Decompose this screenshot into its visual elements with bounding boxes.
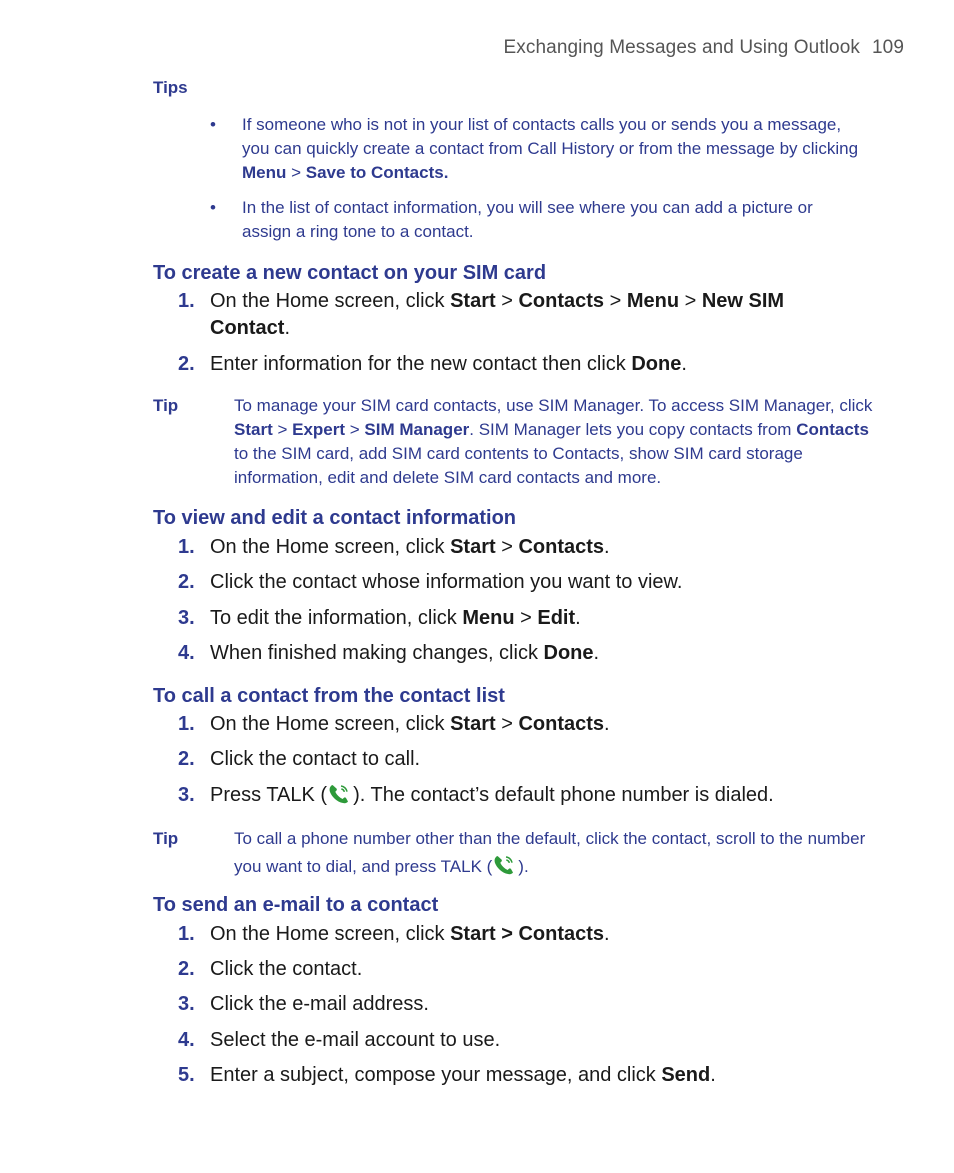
step-number: 2. xyxy=(178,353,195,375)
step-text: Enter information for the new contact then click Done. xyxy=(210,353,687,375)
tips-heading: Tips xyxy=(153,78,188,97)
section-heading-sim: To create a new contact on your SIM card xyxy=(153,262,547,284)
running-header xyxy=(504,37,904,59)
step-text: Click the contact whose information you want to view. xyxy=(210,571,683,593)
bullet-dot: • xyxy=(210,198,216,217)
tip-label: Tip xyxy=(153,829,179,848)
step-text: Select the e-mail account to use. xyxy=(210,1029,501,1051)
step-number: 3. xyxy=(178,993,195,1015)
section-heading-email: To send an e-mail to a contact xyxy=(153,894,439,916)
phone-talk-icon xyxy=(492,854,518,876)
step-text: On the Home screen, click Start > Contacts. xyxy=(210,923,610,945)
step-text: On the Home screen, click Start > Contacts. xyxy=(210,713,610,735)
step-text: To edit the information, click Menu > Edit. xyxy=(210,607,581,629)
step-number: 2. xyxy=(178,958,195,980)
section-heading-view: To view and edit a contact information xyxy=(153,507,516,529)
step-text: Click the contact. xyxy=(210,958,363,980)
step-text: On the Home screen, click Start > Contacts > Menu > New SIM Contact. xyxy=(210,290,785,339)
step-number: 3. xyxy=(178,784,195,806)
step-number: 5. xyxy=(178,1064,195,1086)
step-text: Enter a subject, compose your message, and click Send. xyxy=(210,1064,716,1086)
step-number: 2. xyxy=(178,748,195,770)
tip-bullet-text: In the list of contact information, you will see where you can add a picture or assign a ring tone to a contact. xyxy=(242,198,813,241)
bullet-dot: • xyxy=(210,115,216,134)
page-number: 109 xyxy=(871,37,904,58)
tip-bullet-text: If someone who is not in your list of contacts calls you or sends you a message, you can quickly create a contact from Call History or from the message by clicking Menu > Save to Contacts. xyxy=(242,115,859,182)
step-number: 2. xyxy=(178,571,195,593)
step-text: Click the contact to call. xyxy=(210,748,421,770)
tip-text: To manage your SIM card contacts, use SIM Manager. To access SIM Manager, click Start > Expert > SIM Manager. SIM Manager lets you copy contacts from Contacts to the SIM card, add SIM card contents to Contacts, show SIM card storage information, edit and delete SIM card contacts and more. xyxy=(234,396,873,487)
step-number: 4. xyxy=(178,642,195,664)
header-title: Exchanging Messages and Using Outlook xyxy=(503,37,860,58)
tip-text: To call a phone number other than the default, click the contact, scroll to the number you want to dial, and press TALK ( ). xyxy=(234,829,866,876)
step-number: 1. xyxy=(178,536,195,558)
step-text: Press TALK ( ). The contact’s default phone number is dialed. xyxy=(210,784,774,806)
step-text: On the Home screen, click Start > Contacts. xyxy=(210,536,610,558)
step-number: 1. xyxy=(178,290,195,312)
phone-talk-icon xyxy=(327,783,353,805)
section-heading-call: To call a contact from the contact list xyxy=(153,685,505,707)
step-number: 3. xyxy=(178,607,195,629)
step-number: 1. xyxy=(178,713,195,735)
step-number: 4. xyxy=(178,1029,195,1051)
step-text: Click the e-mail address. xyxy=(210,993,429,1015)
tip-label: Tip xyxy=(153,396,179,415)
step-number: 1. xyxy=(178,923,195,945)
step-text: When finished making changes, click Done. xyxy=(210,642,600,664)
